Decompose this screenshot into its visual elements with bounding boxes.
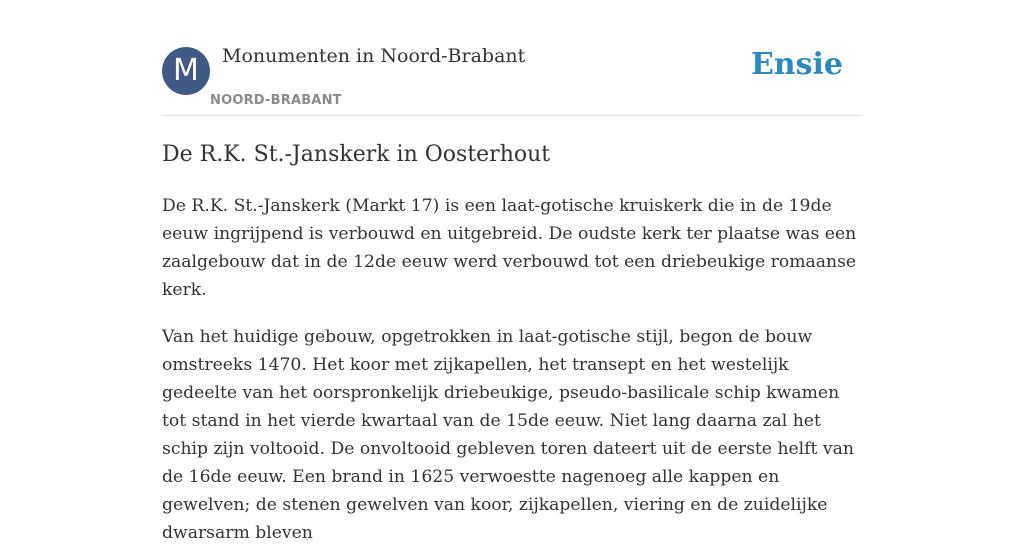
header [162, 0, 862, 116]
article-paragraph-2: Van het huidige gebouw, opgetrokken in laat-gotische stijl, begon de bouw omstreeks 1470. Het koor met zijkapellen, het transept en het westelijk gedeelte van het oorspronkelijk driebeukige, pseudo-basilicale schip kwamen tot stand in het vierde kwartaal van de 15de eeuw. Niet lang daarna zal het schip zijn voltooid. De onvoltooid gebleven toren dateert uit de eerste helft van de 16de eeuw. Een brand in 1625 verwoestte nagenoeg alle kappen en gewelven; de stenen gewelven van koor, zijkapellen, viering en de zuidelijke dwarsarm bleven [162, 327, 854, 543]
category-label[interactable]: NOORD-BRABANT [210, 93, 342, 108]
article-title: De R.K. St.-Janskerk in Oosterhout [162, 142, 551, 167]
brand-logo[interactable]: Ensie [750, 47, 843, 82]
avatar[interactable]: M [162, 47, 210, 95]
site-title[interactable]: Monumenten in Noord-Brabant [222, 45, 526, 67]
content-container [162, 0, 862, 547]
article-paragraph-1: De R.K. St.-Janskerk (Markt 17) is een laat-gotische kruiskerk die in de 19de eeuw ingrijpend is verbouwd en uitgebreid. De oudste kerk ter plaatse was een zaalgebouw dat in de 12de eeuw werd verbouwd tot een driebeukige romaanse kerk. [162, 196, 857, 300]
